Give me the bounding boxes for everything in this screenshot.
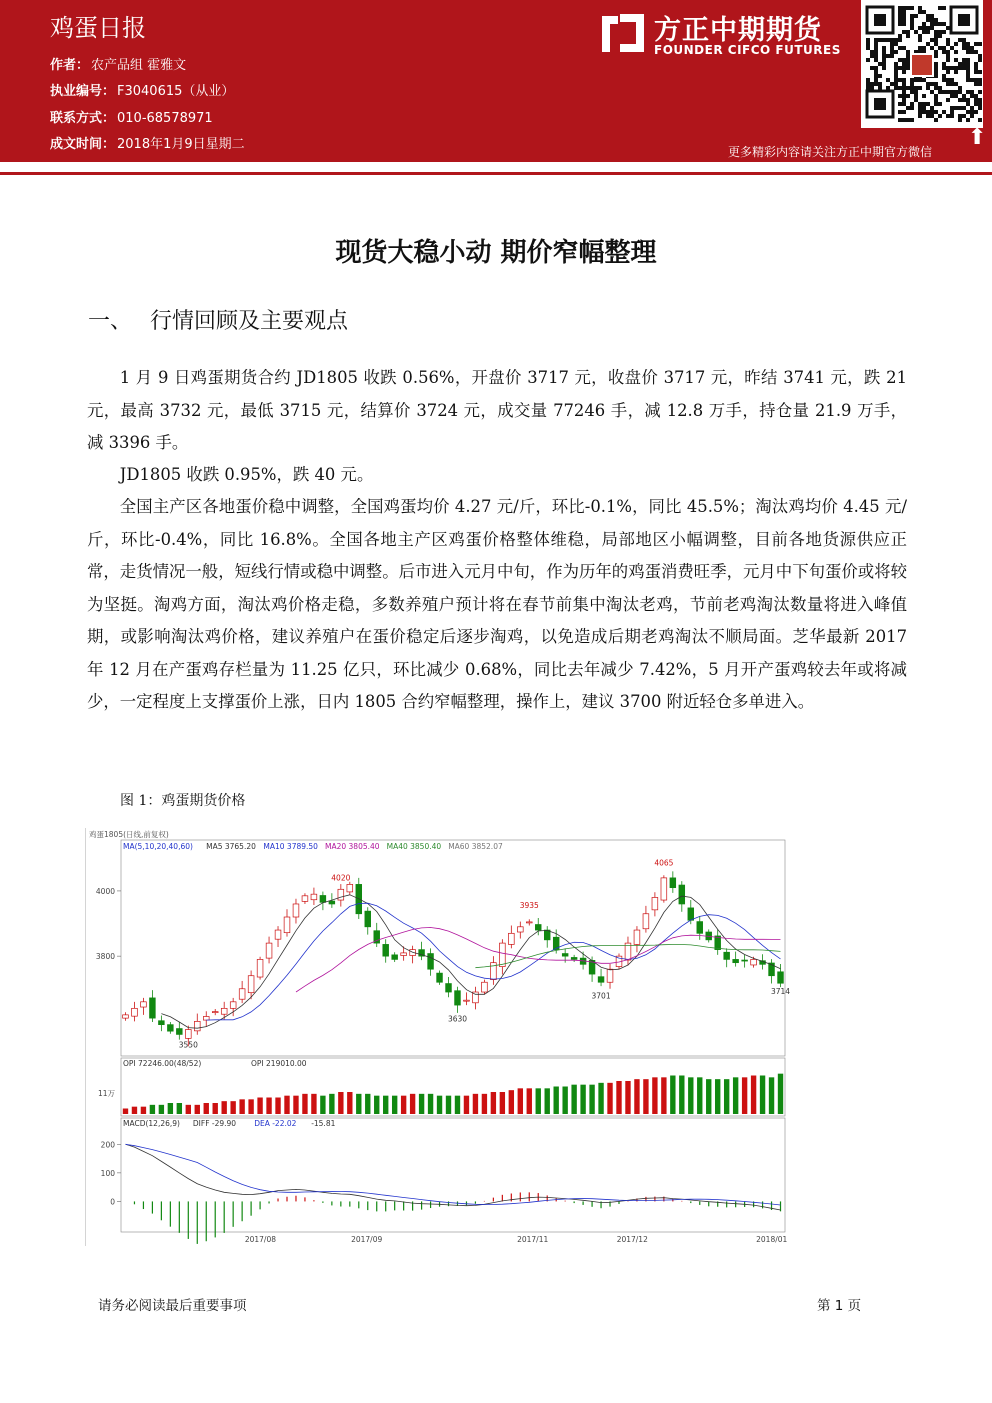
oi-legend: OPI 72246.00(48/52): [123, 1059, 202, 1068]
section-heading: [88, 304, 348, 335]
oi-bar: [329, 1094, 334, 1114]
candle-body: [643, 914, 649, 929]
paragraph-spot-analysis: 全国主产区各地蛋价稳中调整，全国鸡蛋均价 4.27 元/斤，环比-0.1%，同比 45.5%；淘汰鸡均价 4.45 元/斤，环比-0.4%，同比 16.8%。全国各地主产区鸡蛋价格整体维稳，局部地区小幅调整，目前各地货源供应正常，走货情况一般，短线行情或稳中调整。后市进入元月中旬，作为历年的鸡蛋消费旺季，元月中下旬蛋价或将较为坚挺。淘鸡方面，淘汰鸡价格走稳，多数养殖户预计将在春节前集中淘汰老鸡，节前老鸡淘汰数量将进入峰值期，或影响淘汰鸡价格，建议养殖户在蛋价稳定后逐步淘鸡，以免造成后期老鸡淘汰不顺局面。芝华最新 2017 年 12 月在产蛋鸡存栏量为 11.25 亿只，环比减少 0.68%，同比去年减少 7.42%，5 月开产蛋鸡较去年或将减少，一定程度上支撑蛋价上涨，日内 1805 合约窄幅整理，操作上，建议 3700 附近轻仓多单进入。: [87, 497, 907, 711]
oi-bar: [545, 1088, 550, 1114]
oi-bar: [302, 1094, 307, 1114]
up-arrow-icon: ⬆: [968, 125, 987, 150]
oi-bar: [186, 1105, 191, 1114]
candle-body: [248, 976, 254, 993]
oi-bar: [159, 1105, 164, 1114]
candle-body: [284, 917, 290, 933]
oi-bar: [760, 1076, 765, 1115]
oi-bar: [230, 1101, 235, 1114]
logo-en: FOUNDER CIFCO FUTURES: [654, 43, 841, 57]
candle-body: [194, 1021, 200, 1030]
meta-contact: [50, 107, 213, 126]
candle-body: [499, 943, 505, 966]
candle-body: [535, 925, 541, 931]
candle-body: [464, 1000, 470, 1001]
candle-body: [293, 904, 299, 917]
oi-bar: [293, 1096, 298, 1114]
follow-text: 更多精彩内容请关注方正中期官方微信: [728, 145, 933, 159]
oi-bar: [239, 1099, 244, 1114]
page-title: 现货大稳小动 期价窄幅整理: [335, 238, 657, 268]
oi-bar: [455, 1096, 460, 1114]
oi-bar: [706, 1079, 711, 1114]
oi-bar: [141, 1107, 146, 1114]
macd-tick-label: 0: [110, 1197, 115, 1207]
candle-body: [401, 953, 407, 956]
candle-body: [141, 1002, 147, 1007]
macd-legend-item: DIFF -29.90: [192, 1119, 237, 1128]
paragraph-contract-change: JD1805 收跌 0.95%，跌 40 元。: [119, 465, 374, 484]
oi-bar: [347, 1092, 352, 1114]
meta-value: 农产品组 霍雅文: [91, 58, 187, 73]
report-header: [0, 0, 992, 162]
candle-body: [176, 1029, 182, 1035]
oi-bar: [751, 1076, 756, 1115]
candle-body: [562, 954, 568, 957]
paragraph-market-review: 1 月 9 日鸡蛋期货合约 JD1805 收跌 0.56%，开盘价 3717 元，收盘价 3717 元，昨结 3741 元，跌 21 元，最高 3732 元，最低 3715 元，结算价 3724 元，成交量 77246 手，减 12.8 万手，持仓量 21.9 万手，减 3396 手。: [87, 368, 907, 452]
oi-bar: [625, 1081, 630, 1114]
price-annotation: 3701: [591, 991, 611, 1001]
candle-body: [455, 991, 461, 1005]
oi-tick-label: 11万: [97, 1089, 115, 1098]
egg-futures-chart: [85, 828, 803, 1246]
candle-body: [203, 1016, 209, 1020]
oi-bar: [518, 1088, 523, 1114]
candle-body: [437, 973, 443, 982]
oi-bar: [356, 1094, 361, 1114]
oi-bar: [634, 1079, 639, 1114]
oi-bar: [571, 1085, 576, 1114]
oi-bar: [598, 1083, 603, 1114]
oi-bar: [769, 1077, 774, 1114]
candle-body: [230, 1002, 236, 1009]
candle-body: [778, 972, 784, 983]
macd-tick-label: 200: [100, 1140, 115, 1150]
founder-logo-icon: [598, 8, 648, 58]
candle-body: [724, 952, 730, 959]
macd-legend-item: -15.81: [311, 1119, 336, 1128]
x-axis-label: 2017/08: [244, 1235, 277, 1244]
candle-body: [598, 977, 604, 983]
oi-bar: [778, 1074, 783, 1114]
x-axis-label: 2017/12: [616, 1235, 648, 1244]
candle-body: [526, 922, 532, 923]
price-annotation: 4065: [654, 858, 674, 868]
candle-body: [311, 894, 317, 900]
candle-body: [302, 896, 308, 902]
candle-body: [275, 930, 281, 939]
logo-cn: 方正中期期货: [654, 15, 822, 46]
price-annotation: 4020: [331, 873, 351, 883]
candle-body: [185, 1030, 191, 1039]
meta-label: 执业编号：: [50, 84, 116, 99]
candle-body: [446, 984, 452, 992]
oi-bar: [500, 1092, 505, 1114]
chart-top-label: 鸡蛋1805(日线,前复权): [89, 830, 169, 839]
oi-bar: [536, 1088, 541, 1114]
x-axis-label: 2017/11: [517, 1235, 549, 1244]
meta-author: [50, 54, 186, 73]
qr-code-icon: [861, 0, 983, 128]
oi-bar: [589, 1085, 594, 1114]
candle-body: [742, 960, 748, 961]
oi-bar: [527, 1088, 532, 1114]
oi-bar: [275, 1098, 280, 1115]
ma-legend-item: MA(5,10,20,40,60): [123, 842, 193, 851]
oi-bar: [661, 1077, 666, 1114]
section-label: 行情回顾及主要观点: [150, 309, 349, 334]
oi-bar: [311, 1094, 316, 1114]
oi-bar: [464, 1096, 469, 1114]
price-tick-label: 4000: [95, 886, 115, 896]
ma-legend-item: MA40 3850.40: [386, 842, 442, 851]
oi-bar: [482, 1094, 487, 1114]
candle-body: [266, 943, 272, 958]
candle-body: [634, 930, 640, 944]
oi-bar: [473, 1094, 478, 1114]
meta-label: 成文时间：: [50, 137, 116, 152]
ma-legend-item: MA20 3805.40: [325, 842, 380, 851]
candle-body: [751, 959, 757, 965]
oi-bar: [257, 1098, 262, 1115]
oi-bar: [266, 1098, 271, 1115]
oi-bar: [374, 1096, 379, 1114]
oi-bar: [410, 1094, 415, 1114]
oi-bar: [697, 1077, 702, 1114]
candle-body: [733, 959, 739, 962]
candle-body: [670, 878, 676, 888]
candle-body: [571, 957, 577, 959]
header-rule: [0, 172, 992, 175]
meta-label: 作者：: [50, 58, 90, 73]
oi-bar: [509, 1090, 514, 1114]
candle-body: [607, 969, 613, 982]
macd-legend-item: DEA -22.02: [254, 1119, 297, 1128]
candle-body: [150, 998, 156, 1018]
price-annotation: 3630: [447, 1014, 468, 1024]
candle-body: [221, 1008, 227, 1014]
oi-bar: [715, 1079, 720, 1114]
candle-body: [482, 982, 488, 992]
company-logo: [598, 8, 858, 58]
oi-bar: [553, 1087, 558, 1115]
oi-bar: [742, 1077, 747, 1114]
oi-bar: [168, 1103, 173, 1114]
candle-body: [257, 959, 263, 977]
candle-body: [329, 901, 335, 904]
candle-body: [320, 895, 326, 902]
candle-body: [212, 1012, 218, 1013]
oi-bar: [428, 1094, 433, 1114]
candle-body: [239, 989, 245, 999]
oi-bar: [401, 1096, 406, 1114]
meta-value: 2018年1月9日星期二: [117, 137, 245, 152]
meta-date: [50, 133, 245, 152]
oi-bar: [724, 1079, 729, 1114]
oi-bar: [670, 1076, 675, 1115]
meta-license: [50, 80, 234, 99]
ma-legend-item: MA60 3852.07: [448, 842, 503, 851]
oi-bar: [248, 1099, 253, 1114]
oi-bar: [616, 1081, 621, 1114]
oi-bar: [607, 1083, 612, 1114]
report-name: 鸡蛋日报: [50, 14, 146, 42]
oi-bar: [652, 1077, 657, 1114]
oi-bar: [204, 1103, 209, 1114]
ma-legend-item: MA5 3765.20: [206, 842, 256, 851]
candle-body: [159, 1021, 165, 1025]
oi-bar: [446, 1096, 451, 1114]
candle-body: [392, 955, 398, 960]
oi-bar: [195, 1105, 200, 1114]
ma-legend-item: MA10 3789.50: [263, 842, 318, 851]
figure-caption: 图 1：鸡蛋期货价格: [120, 793, 246, 809]
candle-body: [697, 922, 703, 934]
chart-svg: [85, 828, 803, 1246]
footer-notice: 请务必阅读最后重要事项: [98, 1298, 247, 1314]
oi-bar: [392, 1096, 397, 1114]
oi-bar: [419, 1094, 424, 1114]
oi-bar: [491, 1092, 496, 1114]
oi-bar: [679, 1076, 684, 1115]
oi-bar: [213, 1103, 218, 1114]
oi-bar: [383, 1096, 388, 1114]
price-tick-label: 3800: [95, 952, 115, 962]
candle-body: [347, 884, 353, 892]
oi-bar: [365, 1094, 370, 1114]
price-annotation: 3550: [178, 1040, 198, 1050]
oi-bar: [733, 1077, 738, 1114]
candle-body: [123, 1015, 129, 1018]
meta-value: F3040615（从业）: [117, 84, 235, 99]
oi-bar: [123, 1109, 128, 1115]
candle-body: [338, 889, 344, 900]
x-axis-label: 2018/01: [756, 1235, 788, 1244]
x-axis-label: 2017/09: [351, 1235, 383, 1244]
oi-panel: [121, 1058, 785, 1116]
candle-body: [428, 954, 434, 970]
candle-body: [517, 927, 523, 932]
oi-bar: [177, 1103, 182, 1114]
oi-bar: [320, 1096, 325, 1114]
meta-label: 联系方式：: [50, 111, 116, 126]
oi-bar: [580, 1085, 585, 1114]
page-number: 第 1 页: [817, 1298, 862, 1314]
candle-body: [132, 1008, 138, 1016]
macd-legend-item: MACD(12,26,9): [123, 1119, 180, 1128]
macd-tick-label: 100: [100, 1168, 115, 1178]
oi-bar: [562, 1087, 567, 1115]
oi-bar: [150, 1105, 155, 1114]
candle-body: [661, 878, 667, 900]
candle-body: [365, 911, 371, 927]
oi-bar: [643, 1079, 648, 1114]
candle-body: [508, 933, 514, 944]
section-number: 一、: [88, 309, 133, 334]
oi-bar: [284, 1096, 289, 1114]
candle-body: [679, 885, 685, 904]
candle-body: [688, 908, 694, 920]
oi-bar: [338, 1092, 343, 1114]
oi-bar: [221, 1101, 226, 1114]
oi-bar: [132, 1107, 137, 1114]
price-annotation: 3714: [770, 987, 791, 997]
oi-value-label: OPI 219010.00: [251, 1059, 307, 1068]
oi-bar: [688, 1077, 693, 1114]
candle-body: [652, 897, 658, 909]
oi-bar: [437, 1096, 442, 1114]
candle-body: [383, 944, 389, 956]
meta-value: 010-68578971: [117, 111, 213, 126]
candle-body: [167, 1025, 173, 1032]
price-annotation: 3935: [519, 901, 539, 911]
